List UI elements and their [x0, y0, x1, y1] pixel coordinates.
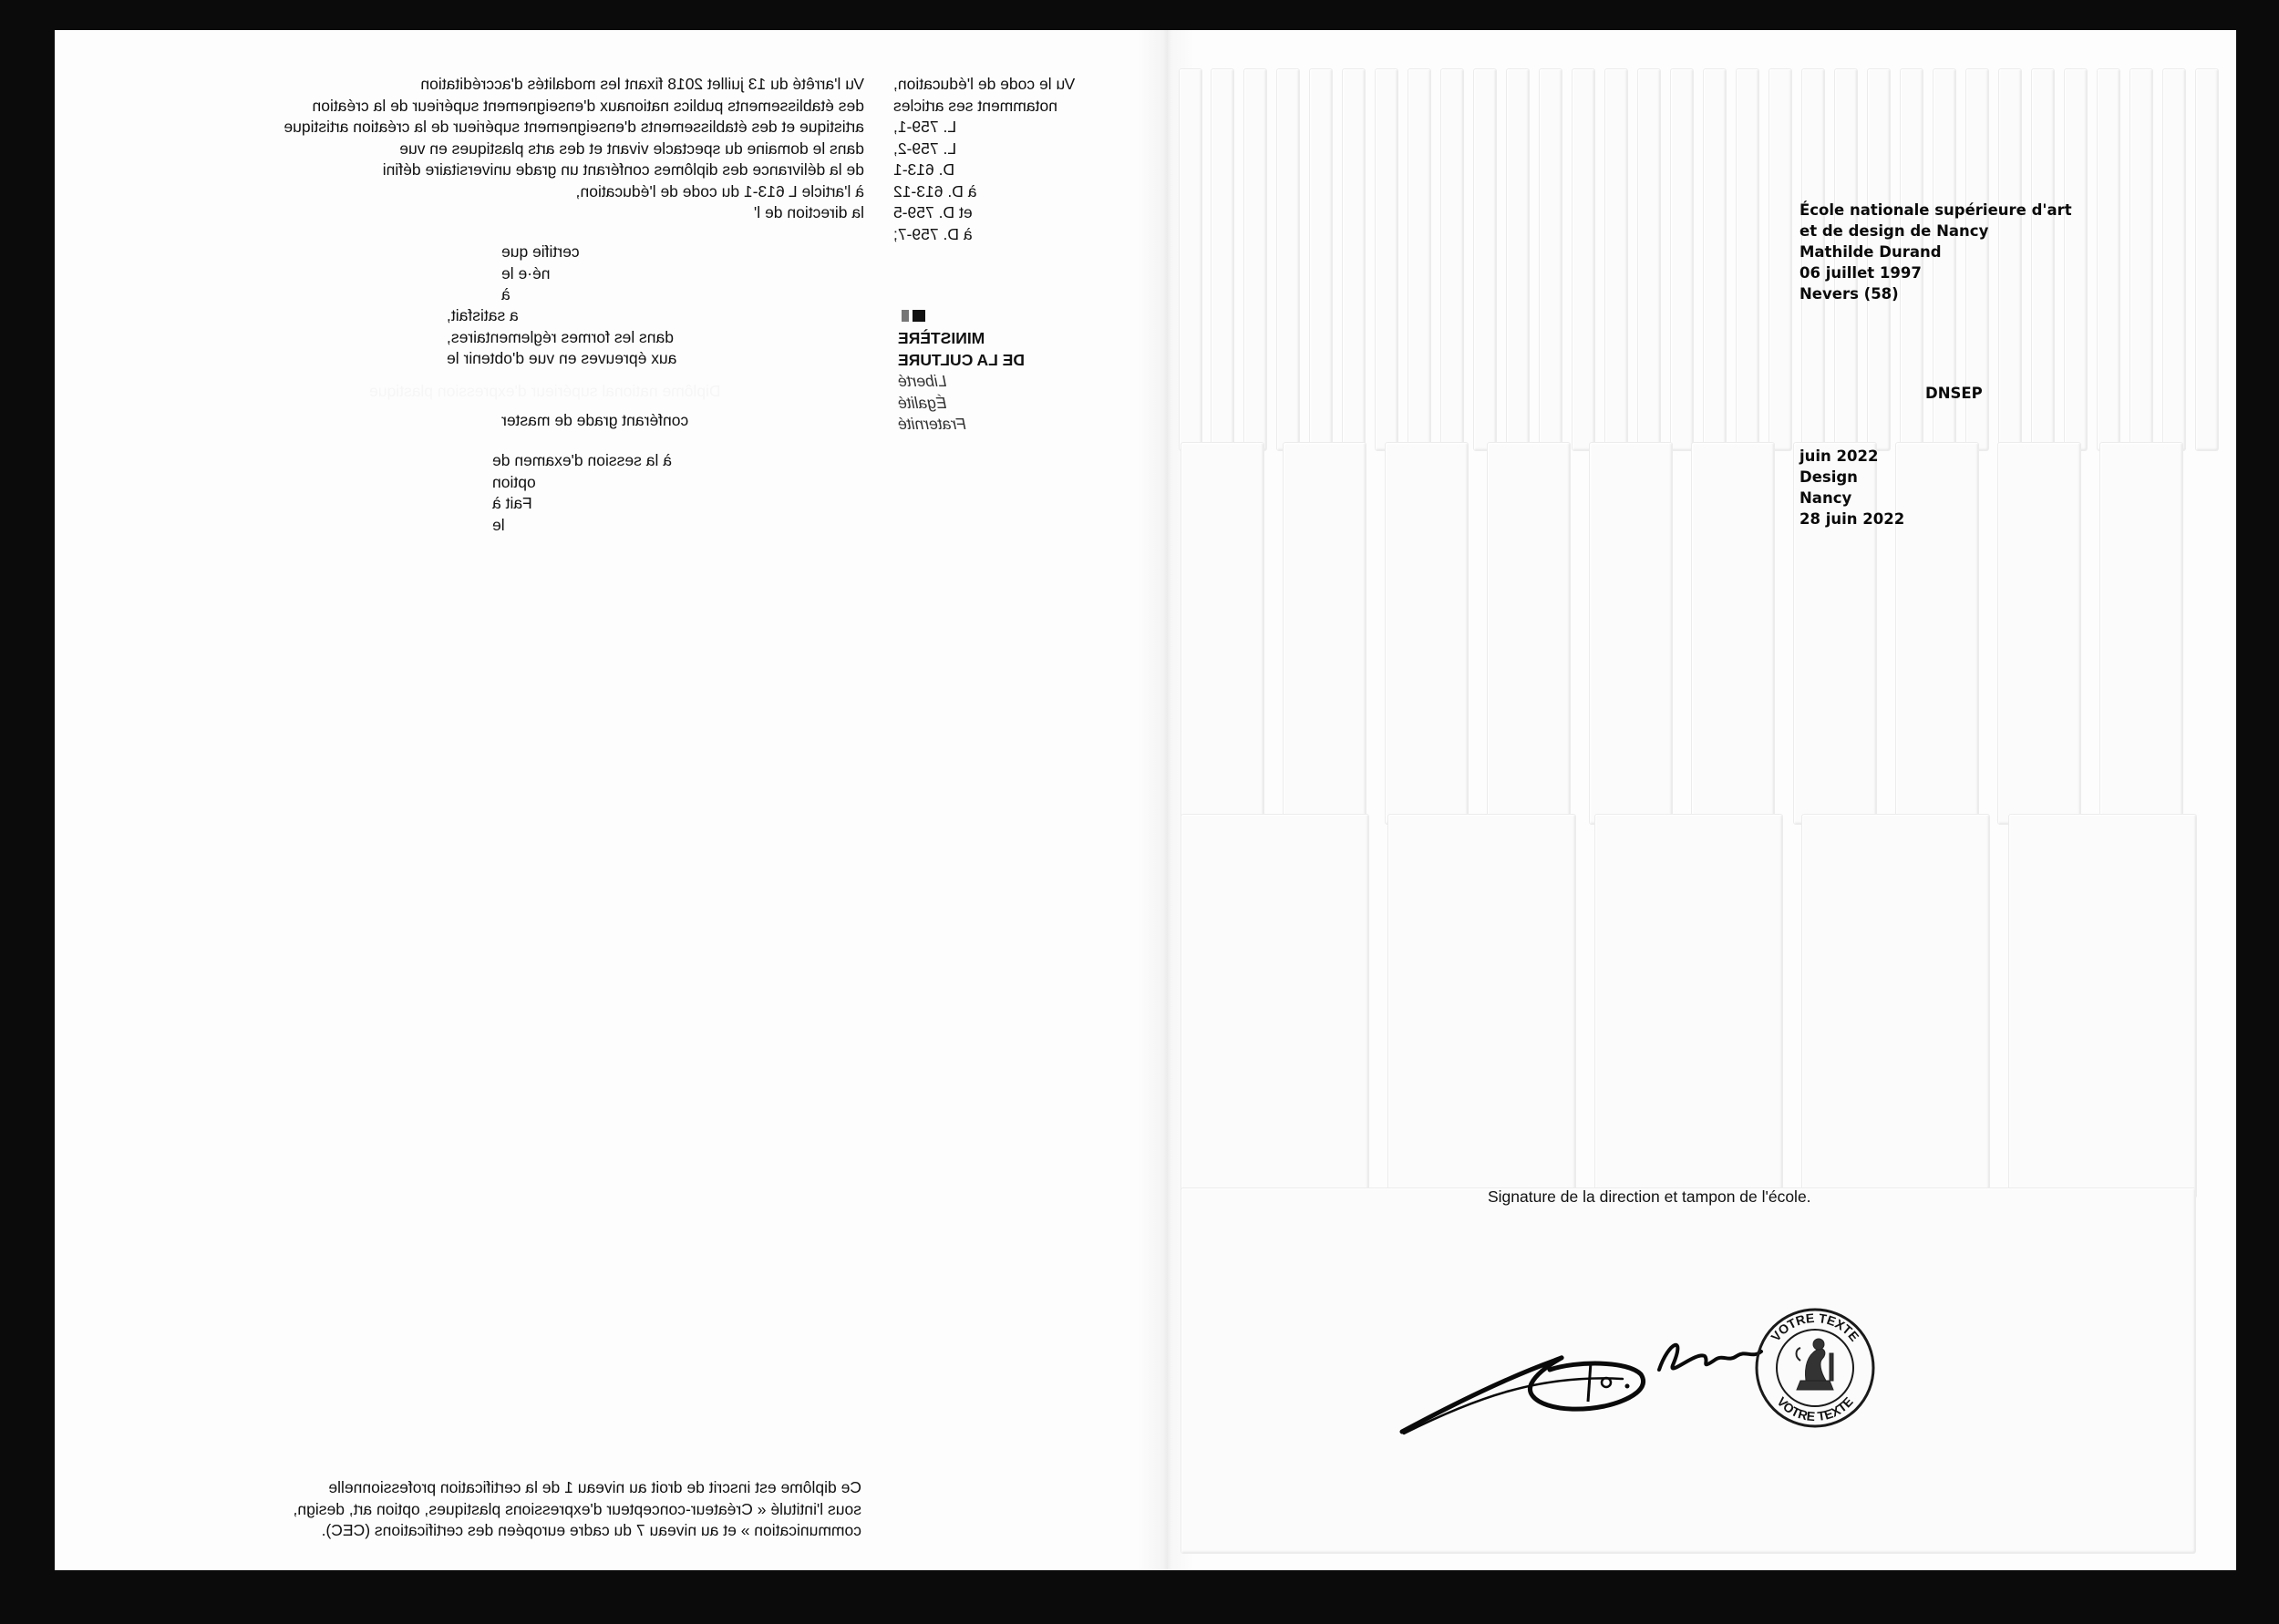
legal-footer-block — [150, 1477, 861, 1542]
ghost-line: Diplôme national supérieur d'expression plastique — [369, 382, 721, 400]
satisfied-line: aux épreuves en vue d'obtenir le — [447, 349, 677, 367]
code-line: Vu le code de l'éducation, — [893, 75, 1076, 93]
stamp-bottom-text: VOTRE TEXTE — [1774, 1393, 1856, 1424]
motto-line: Liberté — [898, 372, 947, 390]
stamp-emblem — [1797, 1339, 1834, 1390]
grade-line-block — [501, 410, 711, 432]
issue-place: Nancy — [1799, 489, 1852, 507]
ministry-logo — [898, 308, 1044, 436]
preamble-line: de la délivrance des diplômes conférant un grade universitaire défini — [382, 160, 864, 179]
code-line: L. 759-2, — [893, 139, 957, 158]
footer-line: Ce diplôme est inscrit de droit au niveau 1 de la certification professionnelle — [328, 1478, 861, 1496]
signature-caption: Signature de la direction et tampon de l'école. — [1488, 1187, 1811, 1206]
certify-line: certifie que — [501, 242, 580, 261]
school-name-line: École nationale supérieure d'art — [1799, 201, 2072, 219]
graduate-info — [1799, 200, 2072, 304]
school-name-line: et de design de Nancy — [1799, 222, 1989, 240]
preamble-line: dans le domaine du spectacle vivant et des arts plastiques en vue — [399, 139, 864, 158]
diploma-sheet — [55, 30, 2236, 1570]
graduate-name: Mathilde Durand — [1799, 243, 1942, 261]
session-line: Fait à — [492, 494, 532, 512]
session-line: à la session d'examen de — [492, 451, 672, 469]
diploma-code: DNSEP — [1925, 385, 1983, 402]
issue-date: 28 juin 2022 — [1799, 510, 1905, 528]
code-line: à D. 759-7; — [893, 224, 973, 243]
code-line: notamment ses articles — [893, 96, 1057, 115]
preamble-line: des établissements publics nationaux d'enseignement supérieur de la création — [312, 96, 864, 115]
stamp-top-text: VOTRE TEXTE — [1768, 1310, 1862, 1344]
preamble-line: la direction de l' — [753, 203, 864, 221]
ministry-name: MINISTÈRE — [898, 329, 985, 347]
session-line: option — [492, 472, 536, 491]
preamble-line: artistique et des établissements d'enseignement supérieur de la création artistique — [284, 118, 864, 136]
marianne-icon — [898, 308, 1044, 324]
satisfied-line: dans les formes réglementaires, — [447, 327, 674, 346]
preamble-line: Vu l'arrêté du 13 juillet 2018 fixant les modalités d'accréditation — [420, 75, 864, 93]
motto-line: Égalité — [898, 393, 947, 412]
session-line: le — [492, 515, 505, 534]
grade-line: conférant grade de master — [501, 411, 689, 429]
svg-text:VOTRE TEXTE — [1768, 1311, 1861, 1344]
footer-line: sous l'intitulé « Créateur-concepteur d'expressions plastiques, option art, design, — [293, 1499, 861, 1518]
diploma-name-ghost — [369, 381, 761, 403]
code-line: à D. 613-12 — [893, 181, 977, 200]
certify-block — [501, 242, 656, 306]
certify-line: né·e le — [501, 263, 551, 283]
handwritten-signature — [1395, 1279, 1778, 1452]
satisfied-line: a satisfait, — [447, 306, 519, 324]
option-name: Design — [1799, 468, 1858, 486]
session-info — [1799, 446, 1904, 529]
motto-line: Fraternité — [898, 415, 966, 433]
footer-line: communication » et au niveau 7 du cadre européen des certifications (CEC). — [321, 1521, 861, 1539]
diploma-title — [1925, 383, 1983, 404]
code-line: et D. 759-5 — [893, 203, 973, 221]
ministry-name: DE LA CULTURE — [898, 350, 1026, 369]
birth-date: 06 juillet 1997 — [1799, 264, 1922, 282]
session-block — [492, 450, 702, 536]
session-date: juin 2022 — [1799, 447, 1879, 465]
birth-place: Nevers (58) — [1799, 285, 1899, 303]
satisfied-block — [447, 305, 757, 370]
school-stamp-icon — [1753, 1306, 1877, 1430]
preamble-block — [231, 74, 864, 224]
code-reference-block — [893, 74, 1130, 245]
preamble-line: à l'article L 613-1 du code de l'éducation, — [575, 181, 864, 200]
code-line: D. 613-1 — [893, 160, 955, 179]
certify-line: à — [501, 285, 510, 303]
code-line: L. 759-1, — [893, 118, 957, 136]
